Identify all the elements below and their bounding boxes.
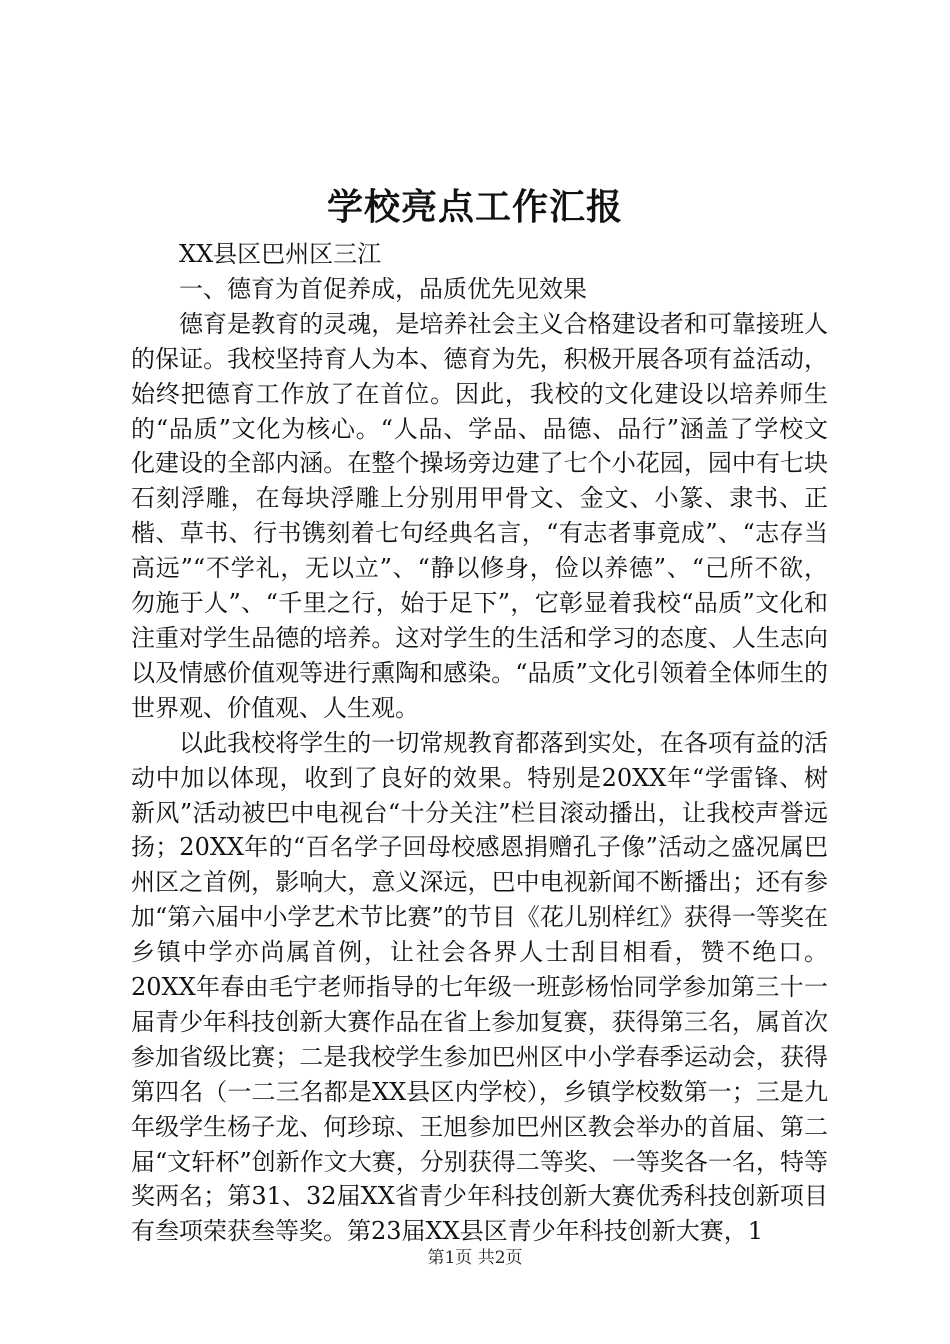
document-title: 学校亮点工作汇报 xyxy=(326,186,623,228)
page-footer: 第1页 共2页 xyxy=(427,1248,523,1268)
body-paragraph: 德育是教育的灵魂，是培养社会主义合格建设者和可靠接班人的保证。我校坚持育人为本、德育为先，积极开展各项有益活动，始终把德育工作放了在首位。因此，我校的文化建设以培养师生的“品质”文化为核心。“人品、学品、品德、品行”涵盖了学校文化建设的全部内涵。在整个操场旁边建了七个小花园，园中有七块石刻浮雕，在每块浮雕上分别用甲骨文、金文、小篆、隶书、正楷、草书、行书镌刻着七句经典名言，“有志者事竟成”、“志存当高远”“不学礼，无以立”、“静以修身，俭以养德”、“己所不欲，勿施于人”、“千里之行，始于足下”，它彰显着我校“品质”文化和注重对学生品德的培养。这对学生的生活和学习的态度、人生志向以及情感价值观等进行熏陶和感染。“品质”文化引领着全体师生的世界观、价值观、人生观。 xyxy=(131,309,828,722)
body-paragraph: 以此我校将学生的一切常规教育都落到实处，在各项有益的活动中加以体现，收到了良好的效果。特别是20XX年“学雷锋、树新风”活动被巴中电视台“十分关注”栏目滚动播出，让我校声誉远扬；20XX年的“百名学子回母校感恩捐赠孔子像”活动之盛况属巴州区之首例，影响大，意义深远，巴中电视新闻不断播出；还有参加“第六届中小学艺术节比赛”的节目《花儿别样红》获得一等奖在乡镇中学亦尚属首例，让社会各界人士刮目相看，赞不绝口。20XX年春由毛宁老师指导的七年级一班彭杨怡同学参加第三十一届青少年科技创新大赛作品在省上参加复赛，获得第三名，属首次参加省级比赛；二是我校学生参加巴州区中小学春季运动会，获得第四名（一二三名都是XX县区内学校），乡镇学校数第一；三是九年级学生杨子龙、何珍琼、王旭参加巴州区教会举办的首届、第二届“文轩杯”创新作文大赛，分别获得二等奖、一等奖各一名，特等奖两名；第31、32届XX省青少年科技创新大赛优秀科技创新项目有叁项荣获叁等奖。第23届XX县区青少年科技创新大赛，1 xyxy=(131,728,828,1246)
section-heading: 一、德育为首促养成，品质优先见效果 xyxy=(179,274,587,303)
location-line: XX县区巴州区三江 xyxy=(179,240,382,268)
document-body xyxy=(131,237,828,1249)
